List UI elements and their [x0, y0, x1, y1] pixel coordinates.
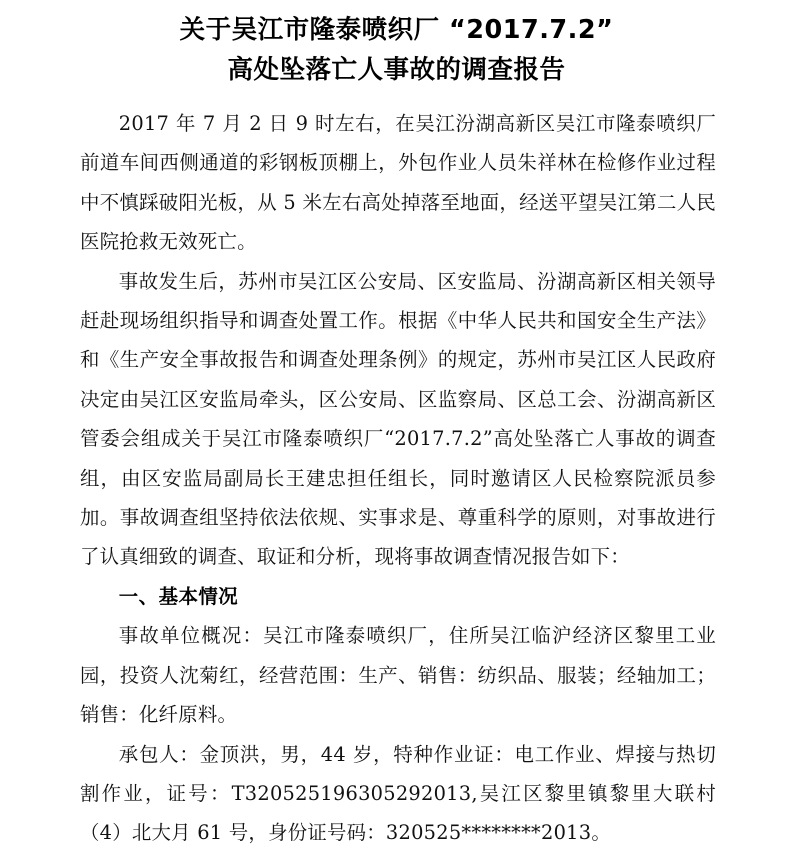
section-heading-basic-situation: 一、基本情况 — [118, 584, 239, 608]
paragraph-incident-summary: 2017 年 7 月 2 日 9 时左右，在吴江汾湖高新区吴江市隆泰喷织厂前道车间西侧通道的彩钢板顶棚上，外包作业人员朱祥林在检修作业过程中不慎踩破阳光板，从 5 米左右高处掉落至地面，经送平望吴江第二人民医院抢救无效死亡。 — [80, 112, 716, 254]
page-title-line-1: 关于吴江市隆泰喷织厂 “2017.7.2” — [179, 15, 614, 45]
page-title — [0, 0, 793, 90]
page-title-line-2: 高处坠落亡人事故的调查报告 — [227, 55, 566, 85]
paragraph-investigation-team: 事故发生后，苏州市吴江区公安局、区安监局、汾湖高新区相关领导赶赴现场组织指导和调查处置工作。根据《中华人民共和国安全生产法》和《生产安全事故报告和调查处理条例》的规定，苏州市吴江区人民政府决定由吴江区安监局牵头，区公安局、区监察局、区总工会、汾湖高新区管委会组成关于吴江市隆泰喷织厂“2017.7.2”高处坠落亡人事故的调查组，由区安监局副局长王建忠担任组长，同时邀请区人民检察院派员参加。事故调查组坚持依法依规、实事求是、尊重科学的原则，对事故进行了认真细致的调查、取证和分析，现将事故调查情况报告如下： — [80, 269, 716, 569]
document-body — [0, 104, 793, 853]
paragraph-company-profile: 事故单位概况：吴江市隆泰喷织厂，住所吴江临沪经济区黎里工业园，投资人沈菊红，经营范围：生产、销售：纺织品、服装；经轴加工；销售：化纤原料。 — [80, 624, 716, 727]
paragraph-contractor-info: 承包人：金顶洪，男，44 岁，特种作业证：电工作业、焊接与热切割作业，证号：T320525196305292013,吴江区黎里镇黎里大联村（4）北大月 61 号，身份证号码：320525********2013。 — [80, 742, 716, 845]
